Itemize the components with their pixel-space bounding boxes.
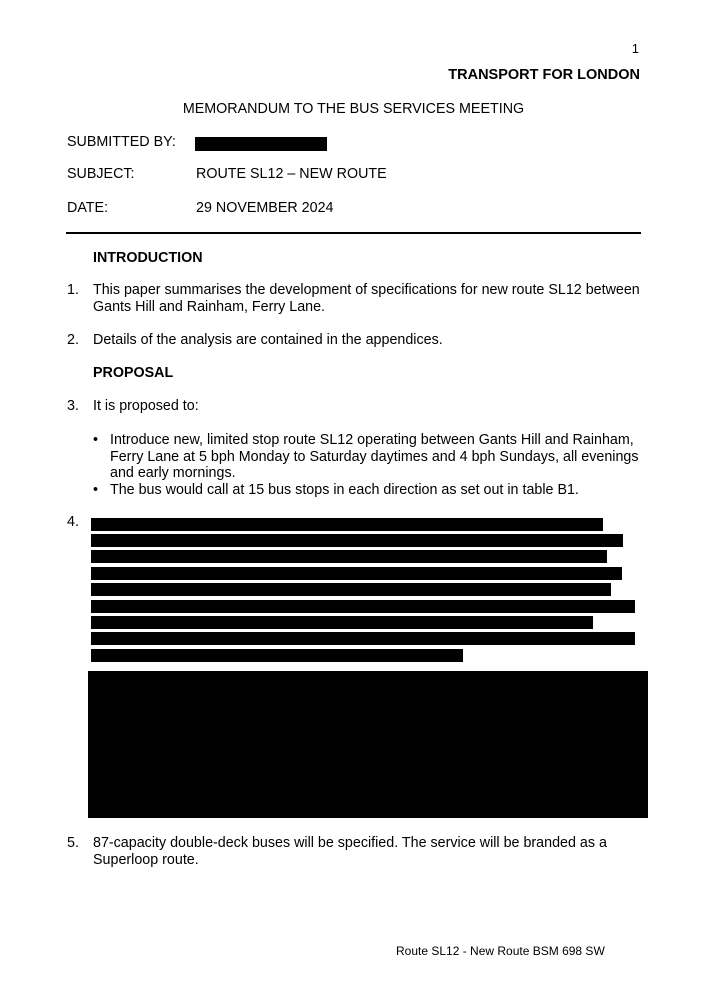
para-4-redaction-line-2 (91, 534, 623, 547)
bullet-1-line-1: Introduce new, limited stop route SL12 operating between Gants Hill and Rainham, (110, 432, 634, 448)
submitted-by-redaction (195, 137, 327, 151)
para-5-line-2: Superloop route. (93, 851, 199, 868)
organisation-heading: TRANSPORT FOR LONDON (448, 67, 640, 83)
para-4-redaction-line-1 (91, 518, 603, 531)
subject-value: ROUTE SL12 – NEW ROUTE (196, 166, 387, 182)
para-4-number: 4. (67, 514, 79, 530)
para-1-line-2: Gants Hill and Rainham, Ferry Lane. (93, 298, 326, 315)
para-5-text (93, 835, 607, 868)
para-4-redaction-line-7 (91, 616, 593, 629)
memo-title: MEMORANDUM TO THE BUS SERVICES MEETING (182, 101, 525, 117)
header-divider (66, 232, 641, 234)
para-4-redaction-line-8 (91, 632, 635, 645)
para-3-number: 3. (67, 398, 79, 414)
para-4-redaction-line-5 (91, 583, 611, 596)
para-4-redaction-line-3 (91, 550, 607, 563)
page-number: 1 (631, 41, 639, 56)
introduction-heading: INTRODUCTION (93, 250, 203, 266)
proposal-heading: PROPOSAL (93, 365, 174, 381)
para-5-number: 5. (67, 835, 79, 851)
date-value: 29 NOVEMBER 2024 (196, 200, 334, 216)
bullet-1-line-3: and early mornings. (110, 465, 236, 481)
para-2-number: 2. (67, 332, 79, 348)
bullet-1-symbol: • (93, 432, 99, 448)
submitted-by-label: SUBMITTED BY: (67, 134, 176, 150)
para-4-redaction-line-9 (91, 649, 463, 662)
para-1-text (93, 282, 640, 315)
page-footer: Route SL12 - New Route BSM 698 SW (396, 944, 605, 958)
bullet-2-text: The bus would call at 15 bus stops in each direction as set out in table B1. (110, 482, 579, 498)
para-3-text: It is proposed to: (93, 398, 199, 414)
para-2-text: Details of the analysis are contained in the appendices. (93, 332, 443, 348)
subject-label: SUBJECT: (67, 166, 135, 182)
para-1-line-1: This paper summarises the development of specifications for new route SL12 between (93, 282, 640, 298)
para-4-redaction-line-4 (91, 567, 622, 580)
bullet-1-line-2: Ferry Lane at 5 bph Monday to Saturday daytimes and 4 bph Sundays, all evenings (110, 448, 639, 465)
para-1-number: 1. (67, 282, 79, 298)
date-label: DATE: (67, 200, 109, 216)
bullet-2-symbol: • (93, 482, 99, 498)
bullet-1-text (110, 432, 639, 482)
redacted-table-block (88, 671, 648, 818)
para-5-line-1: 87-capacity double-deck buses will be specified. The service will be branded as a (93, 835, 607, 851)
para-4-redaction-line-6 (91, 600, 635, 613)
